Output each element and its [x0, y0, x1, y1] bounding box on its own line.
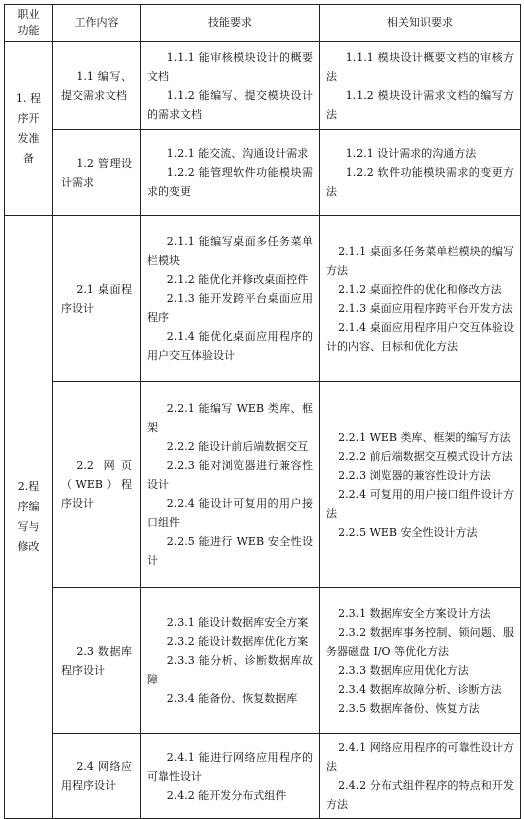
- table-row: [5, 216, 521, 382]
- function-cell: 2.程序编写与修改: [5, 216, 53, 819]
- skill-item: 1.1.1 能审核模块设计的概要文档: [147, 50, 313, 83]
- knowledge-item: 2.2.2 前后端数据交互模式设计方法: [338, 449, 513, 463]
- skill-item: 2.1.3 能开发跨平台桌面应用程序: [147, 292, 313, 324]
- skill-item: 2.3.2 能设计数据库优化方案: [166, 635, 309, 648]
- skill-item: 2.2.2 能设计前后端数据交互: [166, 440, 309, 453]
- knowledge-item: 1.2.1 设计需求的沟通方法: [345, 147, 477, 160]
- knowledge-item: 2.3.5 数据库备份、恢复方法: [338, 701, 480, 715]
- table-row: [5, 382, 521, 588]
- content-cell: 2.1 桌面程序设计: [53, 216, 141, 382]
- knowledge-cell: [320, 42, 521, 130]
- content-cell: 1.2 管理设计需求: [53, 130, 141, 216]
- knowledge-item: 2.3.4 数据库故障分析、诊断方法: [338, 682, 502, 696]
- header-function: 职业功能: [5, 5, 53, 42]
- knowledge-cell: [320, 588, 521, 734]
- header-row: [5, 5, 521, 42]
- skill-item: 1.1.2 能编写、提交模块设计的需求文档: [147, 88, 313, 121]
- header-skills: 技能要求: [141, 5, 320, 42]
- content-cell: 2.2 网页（WEB）程序设计: [53, 382, 141, 588]
- function-cell: 1. 程序开发准备: [5, 42, 53, 216]
- knowledge-item: 2.2.5 WEB 安全性设计方法: [338, 525, 478, 539]
- table-row: [5, 42, 521, 130]
- skill-item: 2.3.4 能备份、恢复数据库: [166, 692, 298, 705]
- skill-item: 2.1.4 能优化桌面应用程序的用户交互体验设计: [147, 330, 313, 362]
- content-cell: 2.3 数据库程序设计: [53, 588, 141, 734]
- skill-item: 2.3.3 能分析、诊断数据库故障: [147, 654, 313, 686]
- skill-item: 2.1.2 能优化并修改桌面控件: [166, 273, 309, 286]
- knowledge-item: 2.2.1 WEB 类库、框架的编写方法: [338, 430, 511, 444]
- skills-cell: [141, 588, 320, 734]
- skill-item: 2.4.2 能开发分布式组件: [166, 788, 287, 802]
- content-cell: 1.1 编写、提交需求文档: [53, 42, 141, 130]
- skills-cell: [141, 42, 320, 130]
- table-row: [5, 588, 521, 734]
- knowledge-item: 2.4.1 网络应用程序的可靠性设计方法: [326, 741, 514, 773]
- header-content: 工作内容: [53, 5, 141, 42]
- skill-item: 1.2.2 能管理软件功能模块需求的变更: [147, 166, 313, 198]
- skills-cell: [141, 130, 320, 216]
- knowledge-item: 2.2.3 浏览器的兼容性设计方法: [338, 468, 491, 482]
- knowledge-item: 1.1.2 模块设计需求文档的编写方法: [326, 88, 514, 121]
- skill-item: 1.2.1 能交流、沟通设计需求: [166, 147, 309, 160]
- table-row: [5, 130, 521, 216]
- knowledge-item: 2.1.2 桌面控件的优化和修改方法: [338, 282, 502, 296]
- knowledge-item: 2.1.3 桌面应用程序跨平台开发方法: [338, 301, 513, 315]
- skill-item: 2.2.1 能编写 WEB 类库、框架: [147, 402, 313, 434]
- skills-cell: [141, 216, 320, 382]
- skills-standard-table: [4, 4, 521, 819]
- knowledge-item: 2.4.2 分布式组件程序的特点和开发方法: [326, 779, 514, 811]
- knowledge-item: 2.1.1 桌面多任务菜单栏模块的编写方法: [326, 244, 514, 277]
- skill-item: 2.1.1 能编写桌面多任务菜单栏模块: [147, 235, 313, 267]
- knowledge-item: 2.2.4 可复用的用户接口组件设计方法: [326, 487, 514, 520]
- knowledge-cell: [320, 216, 521, 382]
- knowledge-item: 2.3.2 数据库事务控制、锁问题、服务器磁盘 I/O 等优化方法: [326, 625, 514, 658]
- knowledge-cell: [320, 130, 521, 216]
- skill-item: 2.4.1 能进行网络应用程序的可靠性设计: [147, 750, 313, 783]
- skill-item: 2.2.5 能进行 WEB 安全性设计: [147, 535, 313, 567]
- skill-item: 2.2.3 能对浏览器进行兼容性设计: [147, 459, 313, 491]
- content-cell: 2.4 网络应用程序设计: [53, 734, 141, 819]
- knowledge-item: 2.3.1 数据库安全方案设计方法: [338, 606, 491, 620]
- skill-item: 2.3.1 能设计数据库安全方案: [166, 616, 309, 629]
- skill-item: 2.2.4 能设计可复用的用户接口组件: [147, 497, 313, 529]
- knowledge-item: 2.3.3 数据库应用优化方法: [338, 663, 469, 677]
- knowledge-item: 1.1.1 模块设计概要文档的审核方法: [326, 50, 514, 83]
- header-knowledge: 相关知识要求: [320, 5, 521, 42]
- knowledge-cell: [320, 382, 521, 588]
- knowledge-item: 2.1.4 桌面应用程序用户交互体验设计的内容、目标和优化方法: [326, 320, 514, 353]
- knowledge-item: 1.2.2 软件功能模块需求的变更方法: [326, 166, 514, 198]
- skills-cell: [141, 382, 320, 588]
